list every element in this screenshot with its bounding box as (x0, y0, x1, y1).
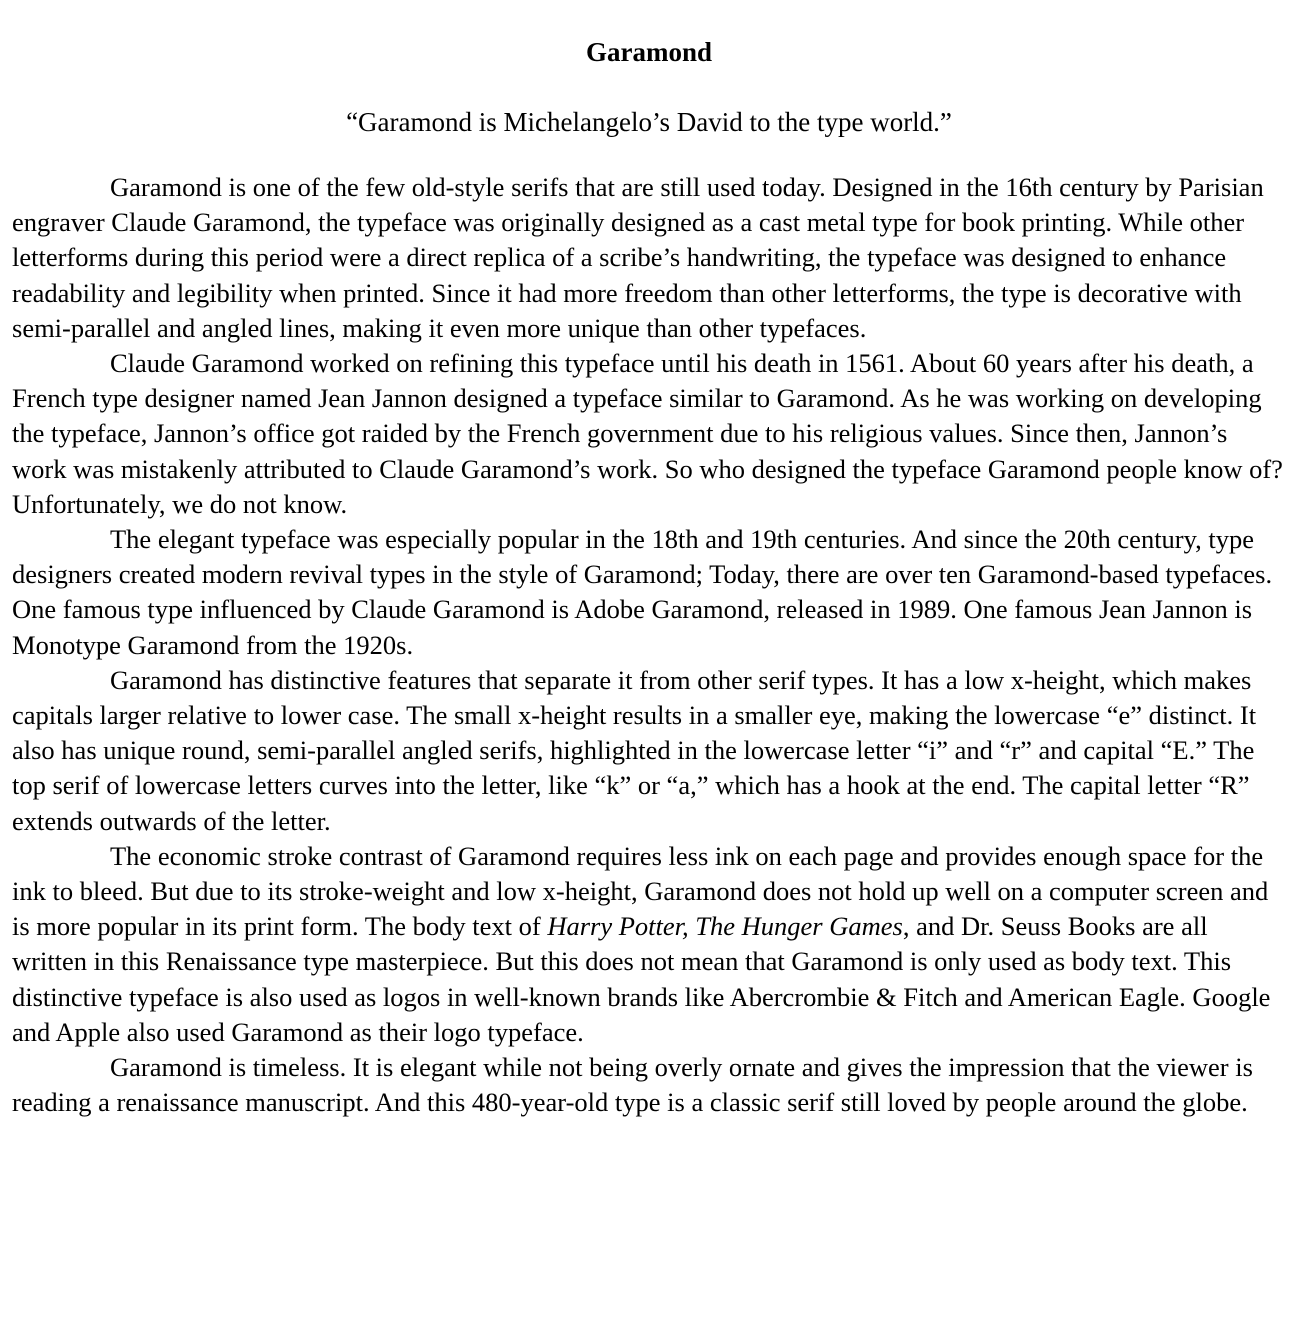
document-title: Garamond (585, 37, 712, 67)
paragraph-conclusion: Garamond is timeless. It is elegant while not being overly ornate and gives the impression that the viewer is reading a renaissance manuscript. And this 480-year-old type is a classic serif still loved by people around the globe. (12, 1052, 1253, 1118)
paragraph-features: Garamond has distinctive features that separate it from other serif types. It has a low x-height, which makes capitals larger relative to lower case. The small x-height results in a smaller eye, making the lowercase “e” distinct. It also has unique round, semi-parallel angled serifs, highlighted in the lowercase letter “i” and “r” and capital “E.” The top serif of lowercase letters curves into the letter, like “k” or “a,” which has a hook at the end. The capital letter “R” extends outwards of the letter. (12, 664, 1257, 836)
paragraph-usage-text-before: The economic stroke contrast of Garamond requires less ink on each page and provides enough space for the ink to bleed. But due to its stroke-weight and low x-height, Garamond does not hold up well on a computer screen and is more popular in its print form. The body text of (12, 840, 1269, 942)
paragraph-usage (12, 839, 1286, 1050)
paragraph-history: Garamond is one of the few old-style serifs that are still used today. Designed in the 16th century by Parisian engraver Claude Garamond, the typeface was originally designed as a cast metal type for book printing. While other letterforms during this period were a direct replica of a scribe’s handwriting, the typeface was designed to enhance readability and legibility when printed. Since it had more freedom than other letterforms, the type is decorative with semi-parallel and angled lines, making it even more unique than other typefaces. (12, 172, 1264, 343)
book-titles-italic: Harry Potter, The Hunger Games (547, 911, 903, 942)
paragraph-jannon: Claude Garamond worked on refining this typeface until his death in 1561. About 60 years after his death, a French type designer named Jean Jannon designed a typeface similar to Garamond. As he was working on developing the typeface, Jannon’s office got raided by the French government due to his religious values. Since then, Jannon’s work was mistakenly attributed to Claude Garamond’s work. So who designed the typeface Garamond people know of? Unfortunately, we do not know. (12, 348, 1283, 519)
epigraph-quote: “Garamond is Michelangelo’s David to the type world.” (346, 107, 952, 137)
document-page (12, 30, 1286, 1120)
paragraph-usage-text-after: , and Dr. Seuss Books are all written in this Renaissance type masterpiece. But this does not mean that Garamond is only used as body text. This distinctive typeface is also used as logos in well-known brands like Abercrombie & Fitch and American Eagle. Google and Apple also used Garamond as their logo typeface. (12, 911, 1271, 1047)
paragraph-revivals: The elegant typeface was especially popular in the 18th and 19th centuries. And since the 20th century, type designers created modern revival types in the style of Garamond; Today, there are over ten Garamond-based typefaces. One famous type influenced by Claude Garamond is Adobe Garamond, released in 1989. One famous Jean Jannon is Monotype Garamond from the 1920s. (12, 524, 1273, 660)
document-body (12, 170, 1286, 1120)
